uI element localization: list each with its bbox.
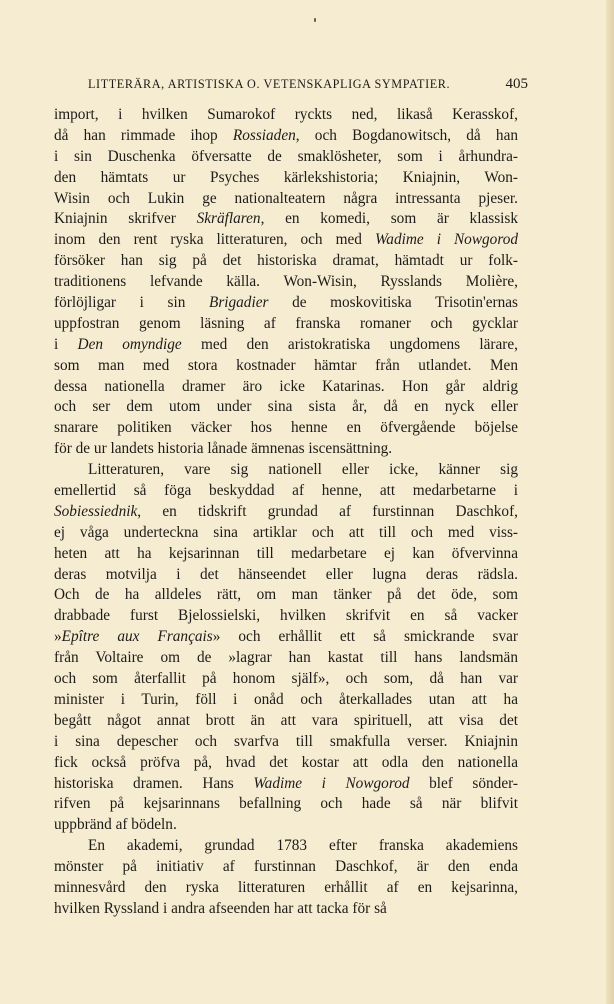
italic-title: Brigadier (208, 294, 269, 312)
text-run: heten att ha kejsarinnan till medarbetare ej kan öfvervinna (54, 544, 518, 562)
text-run: de moskovitiska Trisotin'ernas (268, 294, 518, 312)
text-run: emellertid så föga beskyddad af henne, att medarbetarne i (54, 482, 518, 500)
text-run: traditionens lefvande källa. Won-Wisin, Rysslands Molière, (54, 273, 518, 291)
text-run: Wisin och Lukin ge nationalteatern några intressanta pjeser. (54, 189, 518, 207)
text-run: för de ur landets historia lånade ämnenas iscensättning. (54, 440, 393, 458)
text-line (54, 774, 518, 795)
italic-title: Wadime i Nowgorod (374, 231, 518, 249)
text-line (54, 648, 518, 669)
text-line (54, 272, 518, 293)
text-run: rifven på kejsarinnans befallning och hade så när blifvit (54, 795, 518, 813)
text-line (54, 147, 518, 168)
text-run: drabbade furst Bjelossielski, hvilken skrifvit en så vacker (54, 607, 518, 625)
text-run: i (54, 335, 78, 353)
text-line (54, 857, 518, 878)
text-line (54, 251, 518, 272)
text-run: » (54, 628, 62, 646)
text-run: förlöjligar i sin (54, 294, 209, 312)
text-run: försöker han sig på det historiska dramat, hämtadt ur folk- (54, 252, 518, 270)
running-head (88, 76, 528, 93)
text-run: ej våga underteckna sina artiklar och att till och med viss- (54, 523, 518, 541)
page-edge-shadow (606, 0, 614, 1004)
text-line (54, 565, 518, 586)
text-line (54, 836, 518, 857)
text-line (54, 168, 518, 189)
text-run: begått något annat brott än att vara spirituell, att visa det (54, 711, 518, 729)
text-run: som man med stora kostnader hämtar från utlandet. Men (54, 356, 518, 374)
text-line (54, 815, 518, 836)
text-line (54, 460, 518, 481)
text-run: Kniajnin skrifver (54, 210, 197, 228)
text-run: , och Bogdanowitsch, då han (295, 126, 519, 144)
text-line (54, 418, 518, 439)
text-line (54, 230, 518, 251)
text-line (54, 189, 518, 210)
text-run: blef sönder- (409, 774, 518, 792)
text-run: , en komedi, som är klassisk (260, 210, 518, 228)
text-run: historiska dramen. Hans (54, 774, 254, 792)
italic-title: Den omyndige (77, 335, 182, 353)
italic-title: Wadime i Nowgorod (253, 774, 410, 792)
text-run: dessa nationella dramer äro icke Katarinas. Hon går aldrig (54, 377, 518, 395)
italic-title: Sobiessiednik (54, 502, 138, 520)
text-run: Och de ha alldeles rätt, om man tänker på det öde, som (54, 586, 518, 604)
text-line (54, 878, 518, 899)
text-line (54, 105, 518, 126)
text-line (54, 397, 518, 418)
text-line (54, 627, 518, 648)
text-line (54, 711, 518, 732)
text-line (54, 585, 518, 606)
text-run: Litteraturen, vare sig nationell eller icke, känner sig (88, 461, 518, 479)
text-run: snarare politiken väcker hos henne en öfvergående böjelse (54, 419, 518, 437)
text-run: i sina depescher och svarfva till smakfulla verser. Kniajnin (54, 732, 518, 750)
text-line (54, 126, 518, 147)
text-run: » och erhållit ett så smickrande svar (212, 628, 518, 646)
text-run: minnesvård den ryska litteraturen erhållit af en kejsarinna, (54, 878, 518, 896)
text-line (54, 439, 518, 460)
text-run: En akademi, grundad 1783 efter franska akademiens (88, 837, 518, 855)
text-line (54, 753, 518, 774)
ink-speck (314, 18, 316, 22)
text-line (54, 523, 518, 544)
text-run: mönster på initiativ af furstinnan Daschkof, är den enda (54, 858, 518, 876)
text-line (54, 502, 518, 523)
text-run: uppbränd af bödeln. (54, 816, 177, 834)
italic-title: Rossiaden (232, 126, 296, 144)
text-run: då han rimmade ihop (54, 126, 233, 144)
text-run: deras motvilja i det hänseendet eller lugna deras rädsla. (54, 565, 518, 583)
text-line (54, 732, 518, 753)
text-line (54, 669, 518, 690)
text-run: i sin Duschenka öfversatte de smaklösheter, som i århundra- (54, 147, 518, 165)
text-run: uppfostran genom läsning af franska romaner och gycklar (54, 314, 518, 332)
text-line (54, 314, 518, 335)
text-run: och som återfallit på honom själf», och som, då han var (54, 670, 518, 688)
text-line (54, 335, 518, 356)
text-line (54, 377, 518, 398)
text-line (54, 209, 518, 230)
text-run: hvilken Ryssland i andra afseenden har att tacka för så (54, 899, 387, 917)
text-run: den hämtats ur Psyches kärlekshistoria; Kniajnin, Won- (54, 168, 518, 186)
text-run: minister i Turin, föll i onåd och återkallades utan att ha (54, 690, 518, 708)
text-run: inom den rent ryska litteraturen, och med (54, 231, 375, 249)
text-line (54, 794, 518, 815)
text-line (54, 544, 518, 565)
text-run: fick också pröfva på, hvad det kostar att odla den nationella (54, 753, 518, 771)
text-run: , en tidskrift grundad af furstinnan Daschkof, (137, 502, 518, 520)
text-line (54, 356, 518, 377)
text-run: med den aristokratiska ungdomens lärare, (181, 335, 519, 353)
text-run: import, i hvilken Sumarokof ryckts ned, likaså Kerasskof, (54, 106, 518, 123)
text-line (54, 899, 518, 920)
text-run: och ser dem utom under sina sista år, då en nyck eller (54, 398, 518, 416)
italic-title: Epître aux Français (61, 628, 213, 646)
text-line (54, 690, 518, 711)
text-line (54, 481, 518, 502)
text-body (54, 105, 518, 920)
text-line (54, 606, 518, 627)
text-run: från Voltaire om de »lagrar han kastat till hans landsmän (54, 649, 518, 667)
italic-title: Skräflaren (196, 210, 261, 228)
running-title: LITTERÄRA, ARTISTISKA O. VETENSKAPLIGA SYMPATIER. (88, 77, 451, 91)
text-line (54, 293, 518, 314)
page-number: 405 (505, 76, 528, 92)
